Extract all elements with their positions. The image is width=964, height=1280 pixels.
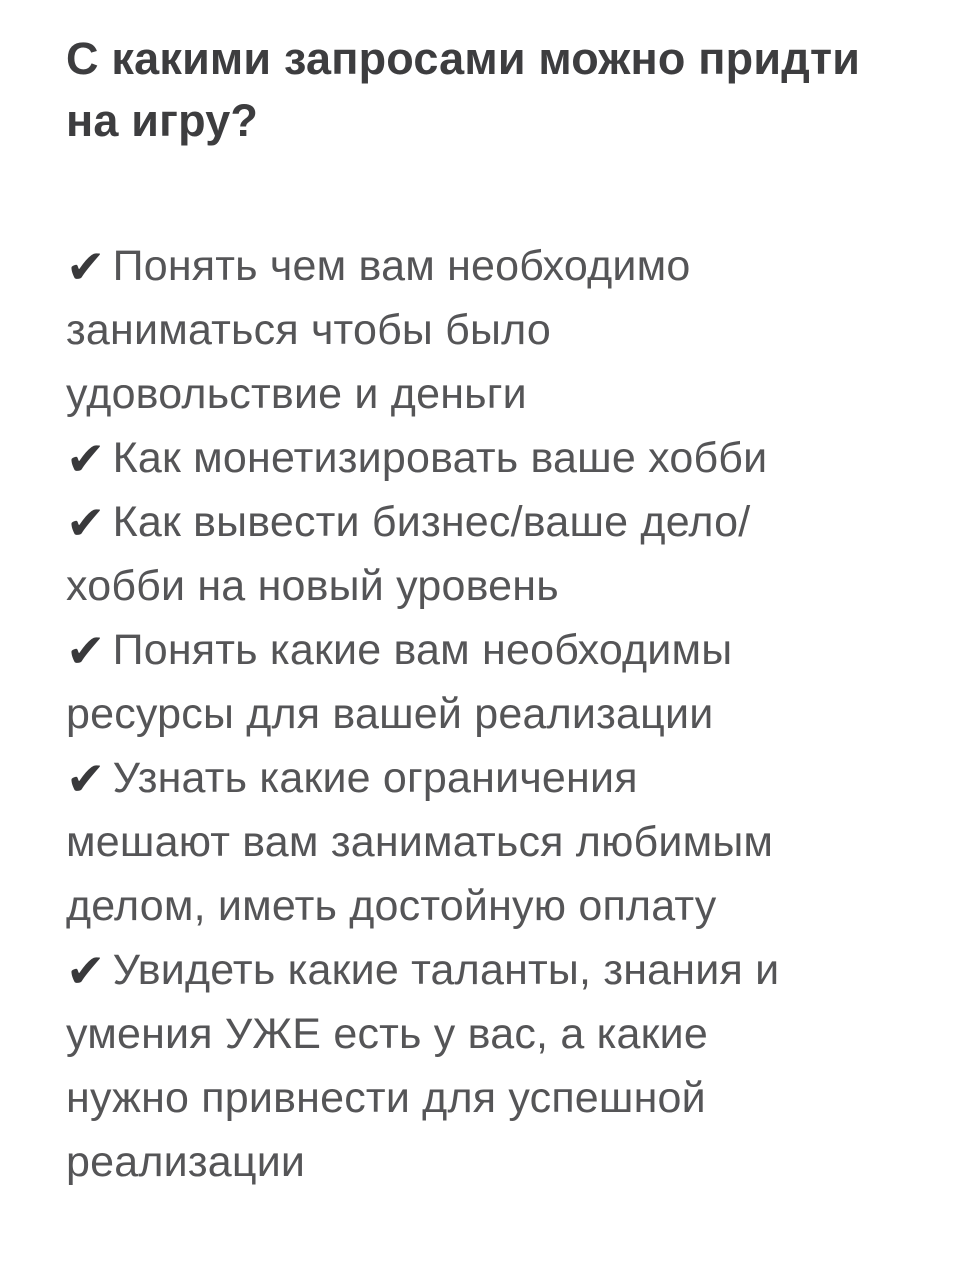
page-title-line-1: С какими запросами можно придти — [66, 33, 861, 84]
item-line-text: Как монетизировать ваше хобби — [112, 434, 768, 482]
item-line-text: Как вывести бизнес/ваше дело/ — [112, 498, 751, 546]
item-line — [66, 554, 902, 618]
item-line — [66, 234, 902, 298]
list-item — [66, 490, 902, 618]
list-item — [66, 938, 902, 1194]
item-line-text: удовольствие и деньги — [66, 370, 527, 418]
page-title — [66, 28, 902, 152]
item-line — [66, 938, 902, 1002]
item-line — [66, 874, 902, 938]
item-line-text: Понять какие вам необходимы — [112, 626, 733, 674]
item-line — [66, 298, 902, 362]
item-line-text: реализации — [66, 1138, 306, 1186]
list-item — [66, 234, 902, 426]
item-line — [66, 682, 902, 746]
check-icon: ✔ — [66, 432, 106, 487]
item-line — [66, 1066, 902, 1130]
list-item — [66, 746, 902, 938]
item-line — [66, 426, 902, 490]
item-line — [66, 1002, 902, 1066]
item-line — [66, 490, 902, 554]
check-icon: ✔ — [66, 752, 106, 807]
item-line-text: Узнать какие ограничения — [112, 754, 638, 802]
item-line-text: Увидеть какие таланты, знания и — [112, 946, 780, 994]
benefits-list — [66, 234, 902, 1194]
item-line — [66, 618, 902, 682]
check-icon: ✔ — [66, 240, 106, 295]
item-line — [66, 1130, 902, 1194]
item-line — [66, 810, 902, 874]
item-line-text: умения УЖЕ есть у вас, а какие — [66, 1010, 708, 1058]
page-title-line-2: на игру? — [66, 95, 259, 146]
list-item — [66, 618, 902, 746]
item-line-text: мешают вам заниматься любимым — [66, 818, 774, 866]
check-icon: ✔ — [66, 496, 106, 551]
item-line — [66, 746, 902, 810]
item-line-text: ресурсы для вашей реализации — [66, 690, 714, 738]
list-item — [66, 426, 902, 490]
item-line-text: заниматься чтобы было — [66, 306, 551, 354]
check-icon: ✔ — [66, 624, 106, 679]
check-icon: ✔ — [66, 944, 106, 999]
item-line — [66, 362, 902, 426]
item-line-text: нужно привнести для успешной — [66, 1074, 706, 1122]
item-line-text: хобби на новый уровень — [66, 562, 559, 610]
item-line-text: делом, иметь достойную оплату — [66, 882, 717, 930]
item-line-text: Понять чем вам необходимо — [112, 242, 691, 290]
